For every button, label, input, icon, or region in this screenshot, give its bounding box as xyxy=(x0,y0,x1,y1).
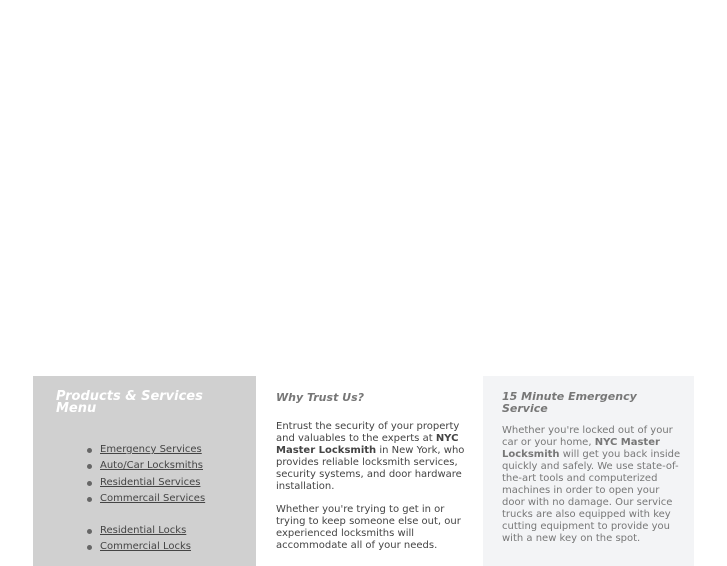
auto-car-locksmiths-link[interactable]: Auto/Car Locksmiths xyxy=(100,460,203,472)
locks-list xyxy=(56,523,244,556)
bullet-icon xyxy=(87,481,92,486)
why-trust-paragraph-1: Entrust the security of your property and valuables to the experts at NYC Master Locksmith in New York, who provides reliable locksmith services, security systems, and door hardware installation. xyxy=(276,421,465,492)
bullet-icon xyxy=(87,545,92,550)
emergency-title: 15 Minute Emergency Service xyxy=(502,390,637,415)
menu-item-auto-car-locksmiths xyxy=(87,458,244,474)
commercial-locks-link[interactable]: Commercial Locks xyxy=(100,541,192,553)
bullet-icon xyxy=(87,529,92,534)
why-trust-us-section xyxy=(256,376,483,566)
menu-item-residential-services xyxy=(87,475,244,491)
residential-locks-link[interactable]: Residential Locks xyxy=(100,525,187,537)
menu-item-commercial-services xyxy=(87,491,244,507)
products-services-menu xyxy=(33,376,256,566)
why-trust-paragraph-2: Whether you're trying to get in or trying to keep someone else out, our experienced locksmiths will accommodate all of your needs. xyxy=(276,504,461,551)
menu-item-emergency-services xyxy=(87,442,244,458)
menu-title: Products & Services Menu xyxy=(56,389,203,416)
commercial-services-link[interactable]: Commercail Services xyxy=(100,492,206,504)
company-name: NYC Master Locksmith xyxy=(502,437,660,460)
services-list xyxy=(56,442,244,507)
emergency-services-link[interactable]: Emergency Services xyxy=(100,444,202,455)
menu-item-commercial-locks xyxy=(87,539,244,555)
bullet-icon xyxy=(87,497,92,502)
residential-services-link[interactable]: Residential Services xyxy=(100,476,201,488)
bullet-icon xyxy=(87,448,92,453)
why-trust-title: Why Trust Us? xyxy=(276,391,365,404)
company-name: NYC Master Locksmith xyxy=(276,433,459,456)
emergency-paragraph: Whether you're locked out of your car or your home, NYC Master Locksmith will get you back inside quickly and safely. We use state-of-the-art tools and computerized machines in order to open your door with no damage. Our service trucks are also equipped with key cutting equipment to provide you with a new key on the spot. xyxy=(502,425,681,544)
menu-item-residential-locks xyxy=(87,523,244,539)
bullet-icon xyxy=(87,464,92,469)
emergency-service-section xyxy=(483,376,694,566)
